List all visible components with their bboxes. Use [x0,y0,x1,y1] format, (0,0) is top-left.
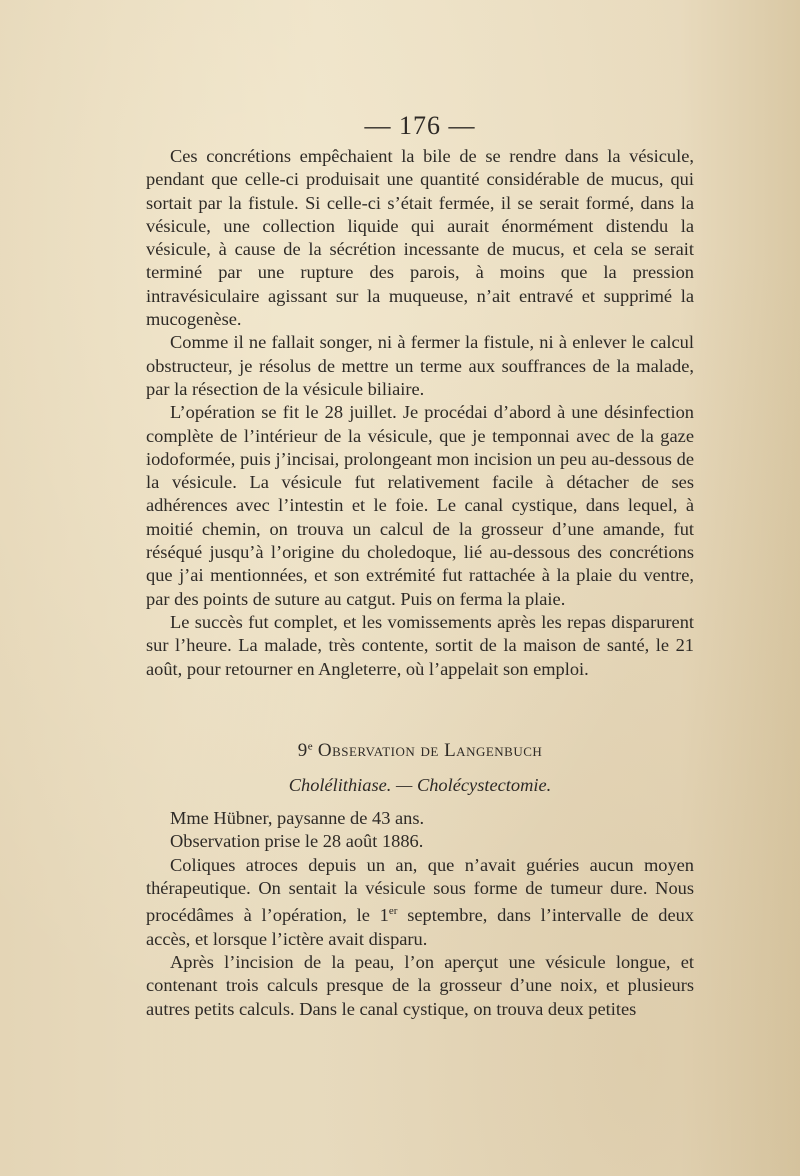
paragraph: Après l’incision de la peau, l’on aperçut une vésicule longue, et contenant trois calculs presque de la grosseur d’une noix, et plusieurs autres petits calculs. Dans le canal cystique, on trouva deux petites [146,951,694,1019]
paragraph [146,854,694,951]
heading-number: 9 [297,740,308,761]
section-subheading: Cholélithiase. — Cholécystectomie. [288,775,552,795]
heading-number-suffix: e [307,740,314,753]
paragraph: L’opération se fit le 28 juillet. Je procédai d’abord à une désinfection complète de l’intérieur de la vésicule, que je temponnai avec de la gaze iodoformée, puis j’incisai, prolongeant mon incision un peu au-dessous de la vésicule. La vésicule fut relativement facile à détacher de ses adhérences avec l’intestin et le foie. Le canal cystique, dans lequel, à moitié chemin, on trouva un calcul de la grosseur d’une amande, fut réséqué jusqu’à l’origine du choledoque, lié au-dessous des concrétions que j’ai mentionnées, et son extrémité fut rattachée à la plaie du ventre, par des points de suture au catgut. Puis on ferma la plaie. [146,402,694,609]
paragraph-part: septembre, dans l’intervalle de deux accès, et lorsque l’ictère avait disparu. [146,905,695,949]
paragraph: Le succès fut complet, et les vomissements après les repas disparurent sur l’heure. La malade, très contente, sortit de la maison de santé, le 21 août, pour retourner en Angleterre, où l’appelait son emploi. [146,611,694,679]
section-heading [146,740,694,762]
text-block-bottom [146,807,694,1021]
paragraph: Comme il ne fallait songer, ni à fermer la fistule, ni à enlever le calcul obstructeur, je résolus de mettre un terme aux souffrances de la malade, par la résection de la vésicule biliaire. [146,332,694,399]
paragraph: Observation prise le 28 août 1886. [170,831,424,852]
page-number: — 176 — [364,111,476,140]
paragraph-part: Coliques atroces depuis un an, que n’avait guéries aucun moyen thérapeutique. On sentait la vésicule sous forme de tumeur dure. Nous procédâmes à l’opération, le 1 [146,854,694,926]
paragraph: Ces concrétions empêchaient la bile de se rendre dans la vésicule, pendant que celle-ci produisait une quantité considérable de mucus, qui sortait par la fistule. Si celle-ci s’était fermée, il se serait formé, dans la vésicule, une collection liquide qui aurait énormément distendu la vésicule, à cause de la sécrétion incessante de mucus, et cela se serait terminé par une rupture des parois, à moins que la pression intravésiculaire agissant sur la muqueuse, n’ait entravé et supprimé la mucogenèse. [146,146,694,330]
ordinal-suffix: er [388,905,398,918]
paragraph: Mme Hübner, paysanne de 43 ans. [170,808,425,828]
text-block-top [146,145,694,681]
heading-text: Observation de Langenbuch [317,740,543,761]
